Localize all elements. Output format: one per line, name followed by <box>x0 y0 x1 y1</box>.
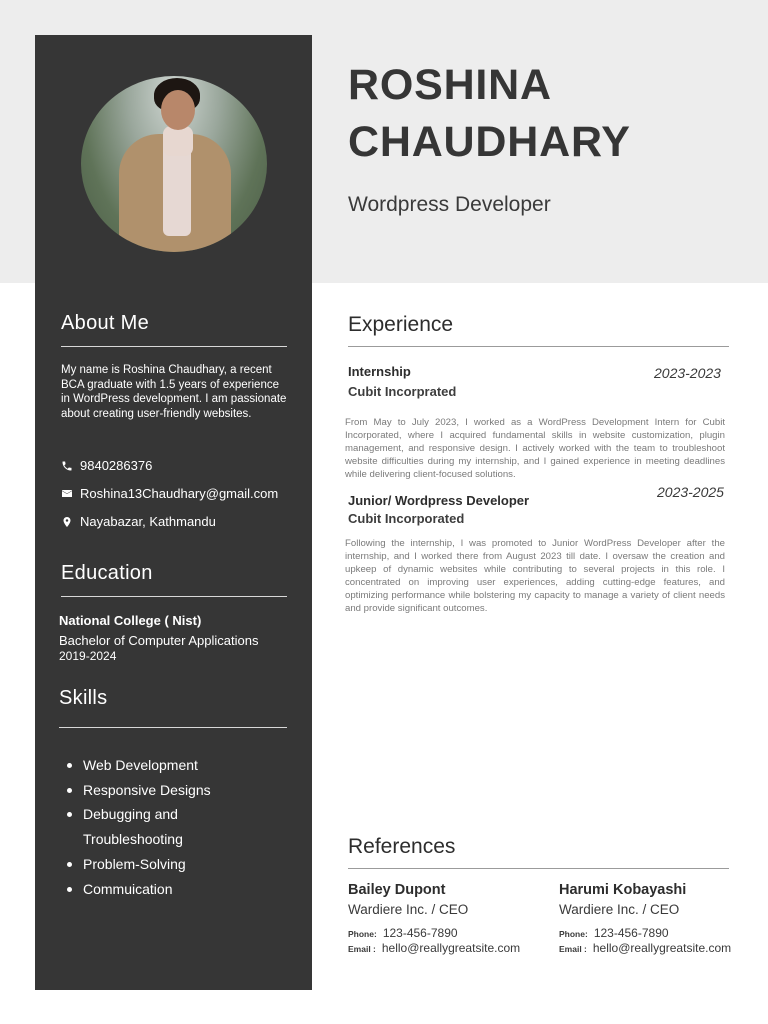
references-divider <box>348 868 729 869</box>
skills-list <box>83 753 211 901</box>
phone-number: 9840286376 <box>80 458 153 473</box>
phone-label: Phone: <box>348 929 377 939</box>
reference-2-org: Wardiere Inc. / CEO <box>559 902 680 917</box>
job-2-company: Cubit Incorporated <box>348 511 465 526</box>
email-label: Email : <box>348 944 376 954</box>
email-label: Email : <box>559 944 587 954</box>
contact-phone <box>61 458 152 473</box>
reference-1-phone: Phone: 123-456-7890 <box>348 926 458 940</box>
phone-icon <box>61 460 73 472</box>
job-2-description: Following the internship, I was promoted to Junior WordPress Developer after the internship, and I worked there from August 2023 till date. I oversaw the creation and upkeep of dynamic websites while contributing to several projects in this role. I concentrated on improving user experiences, adding cutting-edge features, and optimizing performance while bolstering my capacity to manage a variety of client needs and provide significant outcomes. <box>345 538 725 614</box>
education-degree: Bachelor of Computer Applications <box>59 633 259 648</box>
skill-item: Commuication <box>83 877 211 902</box>
reference-2-name: Harumi Kobayashi <box>559 882 687 898</box>
job-1-years: 2023-2023 <box>654 365 721 381</box>
skill-item: Debugging and <box>83 802 211 827</box>
sidebar <box>35 35 312 990</box>
about-title: About Me <box>61 312 150 334</box>
address: Nayabazar, Kathmandu <box>80 514 216 529</box>
reference-1-org: Wardiere Inc. / CEO <box>348 902 469 917</box>
profile-photo <box>81 76 267 252</box>
reference-1-name: Bailey Dupont <box>348 882 446 898</box>
about-divider <box>61 346 287 347</box>
reference-2-email: Email : hello@reallygreatsite.com <box>559 941 732 955</box>
name-line-1: ROSHINA <box>348 61 552 109</box>
candidate-name <box>348 57 631 171</box>
skills-title: Skills <box>59 687 108 709</box>
skill-item: Troubleshooting <box>83 831 183 848</box>
about-text: My name is Roshina Chaudhary, a recent BCA graduate with 1.5 years of experience in WordPress development. I am passionate about creating user-friendly websites. <box>61 364 287 421</box>
name-line-2: CHAUDHARY <box>348 118 631 166</box>
reference-1-email: Email : hello@reallygreatsite.com <box>348 941 521 955</box>
skill-item: Responsive Designs <box>83 778 211 803</box>
education-title: Education <box>61 562 153 584</box>
contact-address <box>61 514 216 529</box>
contact-email <box>61 486 278 501</box>
skills-divider <box>59 727 287 728</box>
phone-label: Phone: <box>559 929 588 939</box>
references-title: References <box>348 835 456 858</box>
skill-item: Problem-Solving <box>83 852 211 877</box>
education-divider <box>61 596 287 597</box>
location-pin-icon <box>61 516 73 528</box>
experience-divider <box>348 346 729 347</box>
reference-2-phone: Phone: 123-456-7890 <box>559 926 669 940</box>
job-role: Wordpress Developer <box>348 193 551 216</box>
education-school: National College ( Nist) <box>59 613 202 628</box>
experience-title: Experience <box>348 313 454 336</box>
email-address: Roshina13Chaudhary@gmail.com <box>80 486 279 501</box>
job-2-years: 2023-2025 <box>657 484 724 500</box>
job-1-description: From May to July 2023, I worked as a WordPress Development Intern for Cubit Incorporated, where I acquired fundamental skills in website customization, plugin management, and responsive design. I actively worked with the team to troubleshoot website difficulties during my internship, and I gained experience in meeting deadlines while delivering client-focused solutions. <box>345 417 725 480</box>
job-1-company: Cubit Incorprated <box>348 384 457 399</box>
envelope-icon <box>61 488 73 500</box>
skill-item: Web Development <box>83 753 211 778</box>
job-1-title: Internship <box>348 364 411 379</box>
education-years: 2019-2024 <box>59 649 117 663</box>
job-2-title: Junior/ Wordpress Developer <box>348 493 530 508</box>
